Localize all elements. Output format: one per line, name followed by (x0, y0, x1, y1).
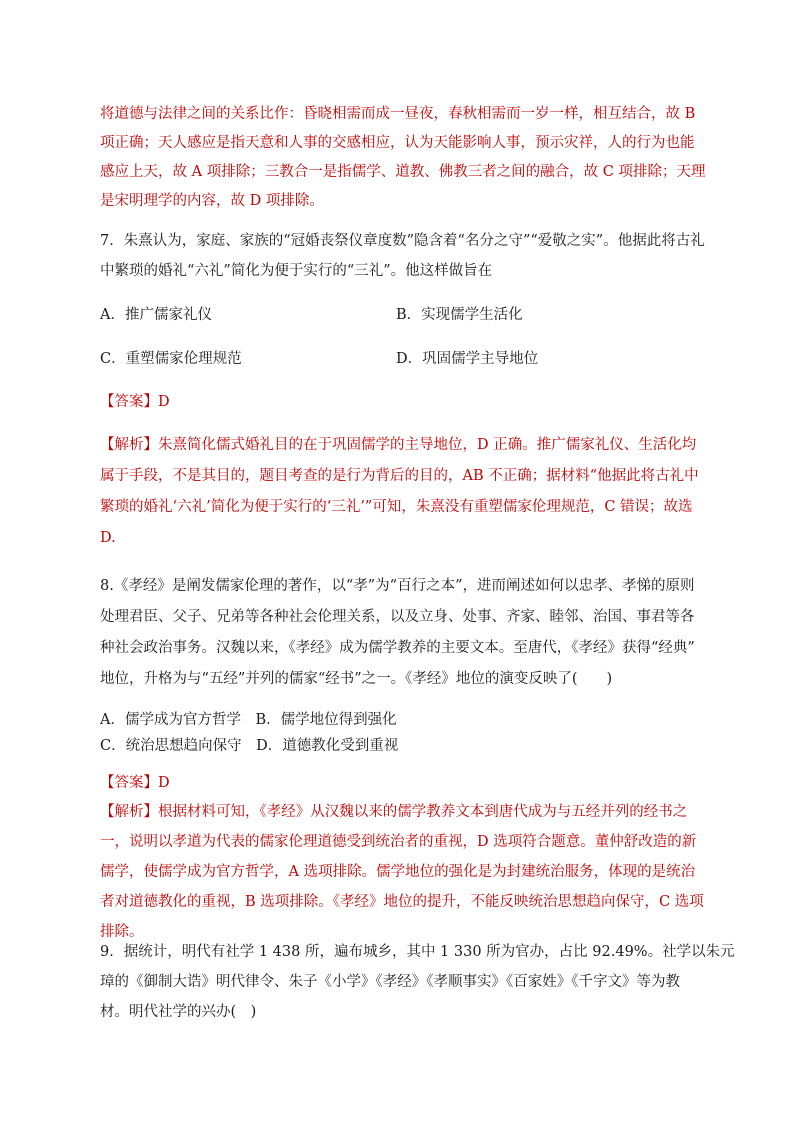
analysis-line: 儒学，使儒学成为官方哲学，A 选项排除。儒学地位的强化是为封建统治服务，体现的是统治 (100, 864, 696, 880)
analysis-line: 根据材料可知，《孝经》从汉魏以来的儒学教养文本到唐代成为与五经并列的经书之 (158, 804, 688, 820)
analysis-line: 繁琐的婚礼‘六礼’简化为便于实行的‘三礼’”可知，朱熹没有重塑儒家伦理规范，C 错误；故选 (100, 499, 693, 515)
answer-value: D (158, 394, 170, 410)
question-line: 璋的《御制大诰》明代律令、朱子《小学》《孝经》《孝顺事实》《百家姓》《千字文》等为教 (100, 974, 680, 990)
question-line: 处理君臣、父子、兄弟等各种社会伦理关系，以及立身、处事、齐家、睦邻、治国、事君等各 (100, 609, 695, 625)
q8-options (100, 707, 676, 759)
question-line: 中繁琐的婚礼“六礼”简化为便于实行的“三礼”。他这样做旨在 (100, 263, 493, 279)
analysis-line: 排除。 (100, 924, 144, 940)
analysis-label: 【解析】 (100, 437, 158, 453)
q8-analysis (100, 797, 704, 947)
question-line: 地位，升格为与“五经”并列的儒家“经书”之一。《孝经》地位的演变反映了( ) (100, 671, 613, 687)
q7-option-c: C．重塑儒家伦理规范 (100, 351, 242, 367)
question-line: 种社会政治事务。汉魏以来，《孝经》成为儒学教养的主要文本。至唐代，《孝经》获得“经典” (100, 640, 695, 656)
analysis-label: 【解析】 (100, 804, 158, 820)
analysis-line: 是宋明理学的内容，故 D 项排除。 (100, 193, 324, 209)
q7-option-d: D．巩固儒学主导地位 (396, 351, 539, 367)
q8-answer (100, 773, 676, 793)
q7-analysis (100, 430, 699, 554)
question-line: 材。明代社学的兴办( ) (100, 1004, 257, 1020)
q7-option-a: A．推广儒家礼仪 (100, 307, 212, 323)
analysis-line: 者对道德教化的重视，B 选项排除。《孝经》地位的提升，不能反映统治思想趋向保守，C 选项 (100, 894, 704, 910)
answer-label: 【答案】 (100, 394, 158, 410)
analysis-line: 将道德与法律之间的关系比作：昏晓相需而成一昼夜，春秋相需而一岁一样，相互结合，故 B (100, 106, 696, 122)
q7-option-b: B．实现儒学生活化 (396, 307, 523, 323)
previous-question-analysis (100, 100, 706, 216)
analysis-line: 一，说明以孝道为代表的儒家伦理道德受到统治者的重视，D 选项符合题意。董仲舒改造的新 (100, 834, 697, 850)
question-line: 7．朱熹认为，家庭、家族的“冠婚丧祭仪章度数”隐含着“名分之守”“爱敬之实”。他据此将古礼 (100, 233, 705, 249)
answer-value: D (158, 775, 170, 791)
q7-answer (100, 392, 676, 412)
analysis-line: 属于手段，不是其目的，题目考查的是行为背后的目的，AB 不正确；据材料“他据此将古礼中 (100, 468, 699, 484)
question-8-stem (100, 571, 695, 695)
question-7-stem (100, 226, 705, 286)
question-9-stem (100, 937, 735, 1027)
q8-option-line: C．统治思想趋向保守 D．道德教化受到重视 (100, 738, 399, 754)
analysis-line: 朱熹简化儒式婚礼目的在于巩固儒学的主导地位，D 正确。推广儒家礼仪、生活化均 (158, 437, 697, 453)
question-line: 9．据统计，明代有社学 1 438 所，遍布城乡，其中 1 330 所为官办，占比 92.49%。社学以朱元 (100, 944, 735, 960)
question-line: 8.《孝经》是阐发儒家伦理的著作，以“孝”为“百行之本”，进而阐述如何以忠孝、孝悌的原则 (100, 578, 695, 594)
answer-label: 【答案】 (100, 775, 158, 791)
analysis-line: 感应上天，故 A 项排除；三教合一是指儒学、道教、佛教三者之间的融合，故 C 项排除；天理 (100, 164, 706, 180)
analysis-line: 项正确；天人感应是指天意和人事的交感相应，认为天能影响人事，预示灾祥，人的行为也能 (100, 135, 695, 151)
analysis-line: D. (100, 530, 116, 546)
q8-option-line: A．儒学成为官方哲学 B．儒学地位得到强化 (100, 712, 397, 728)
